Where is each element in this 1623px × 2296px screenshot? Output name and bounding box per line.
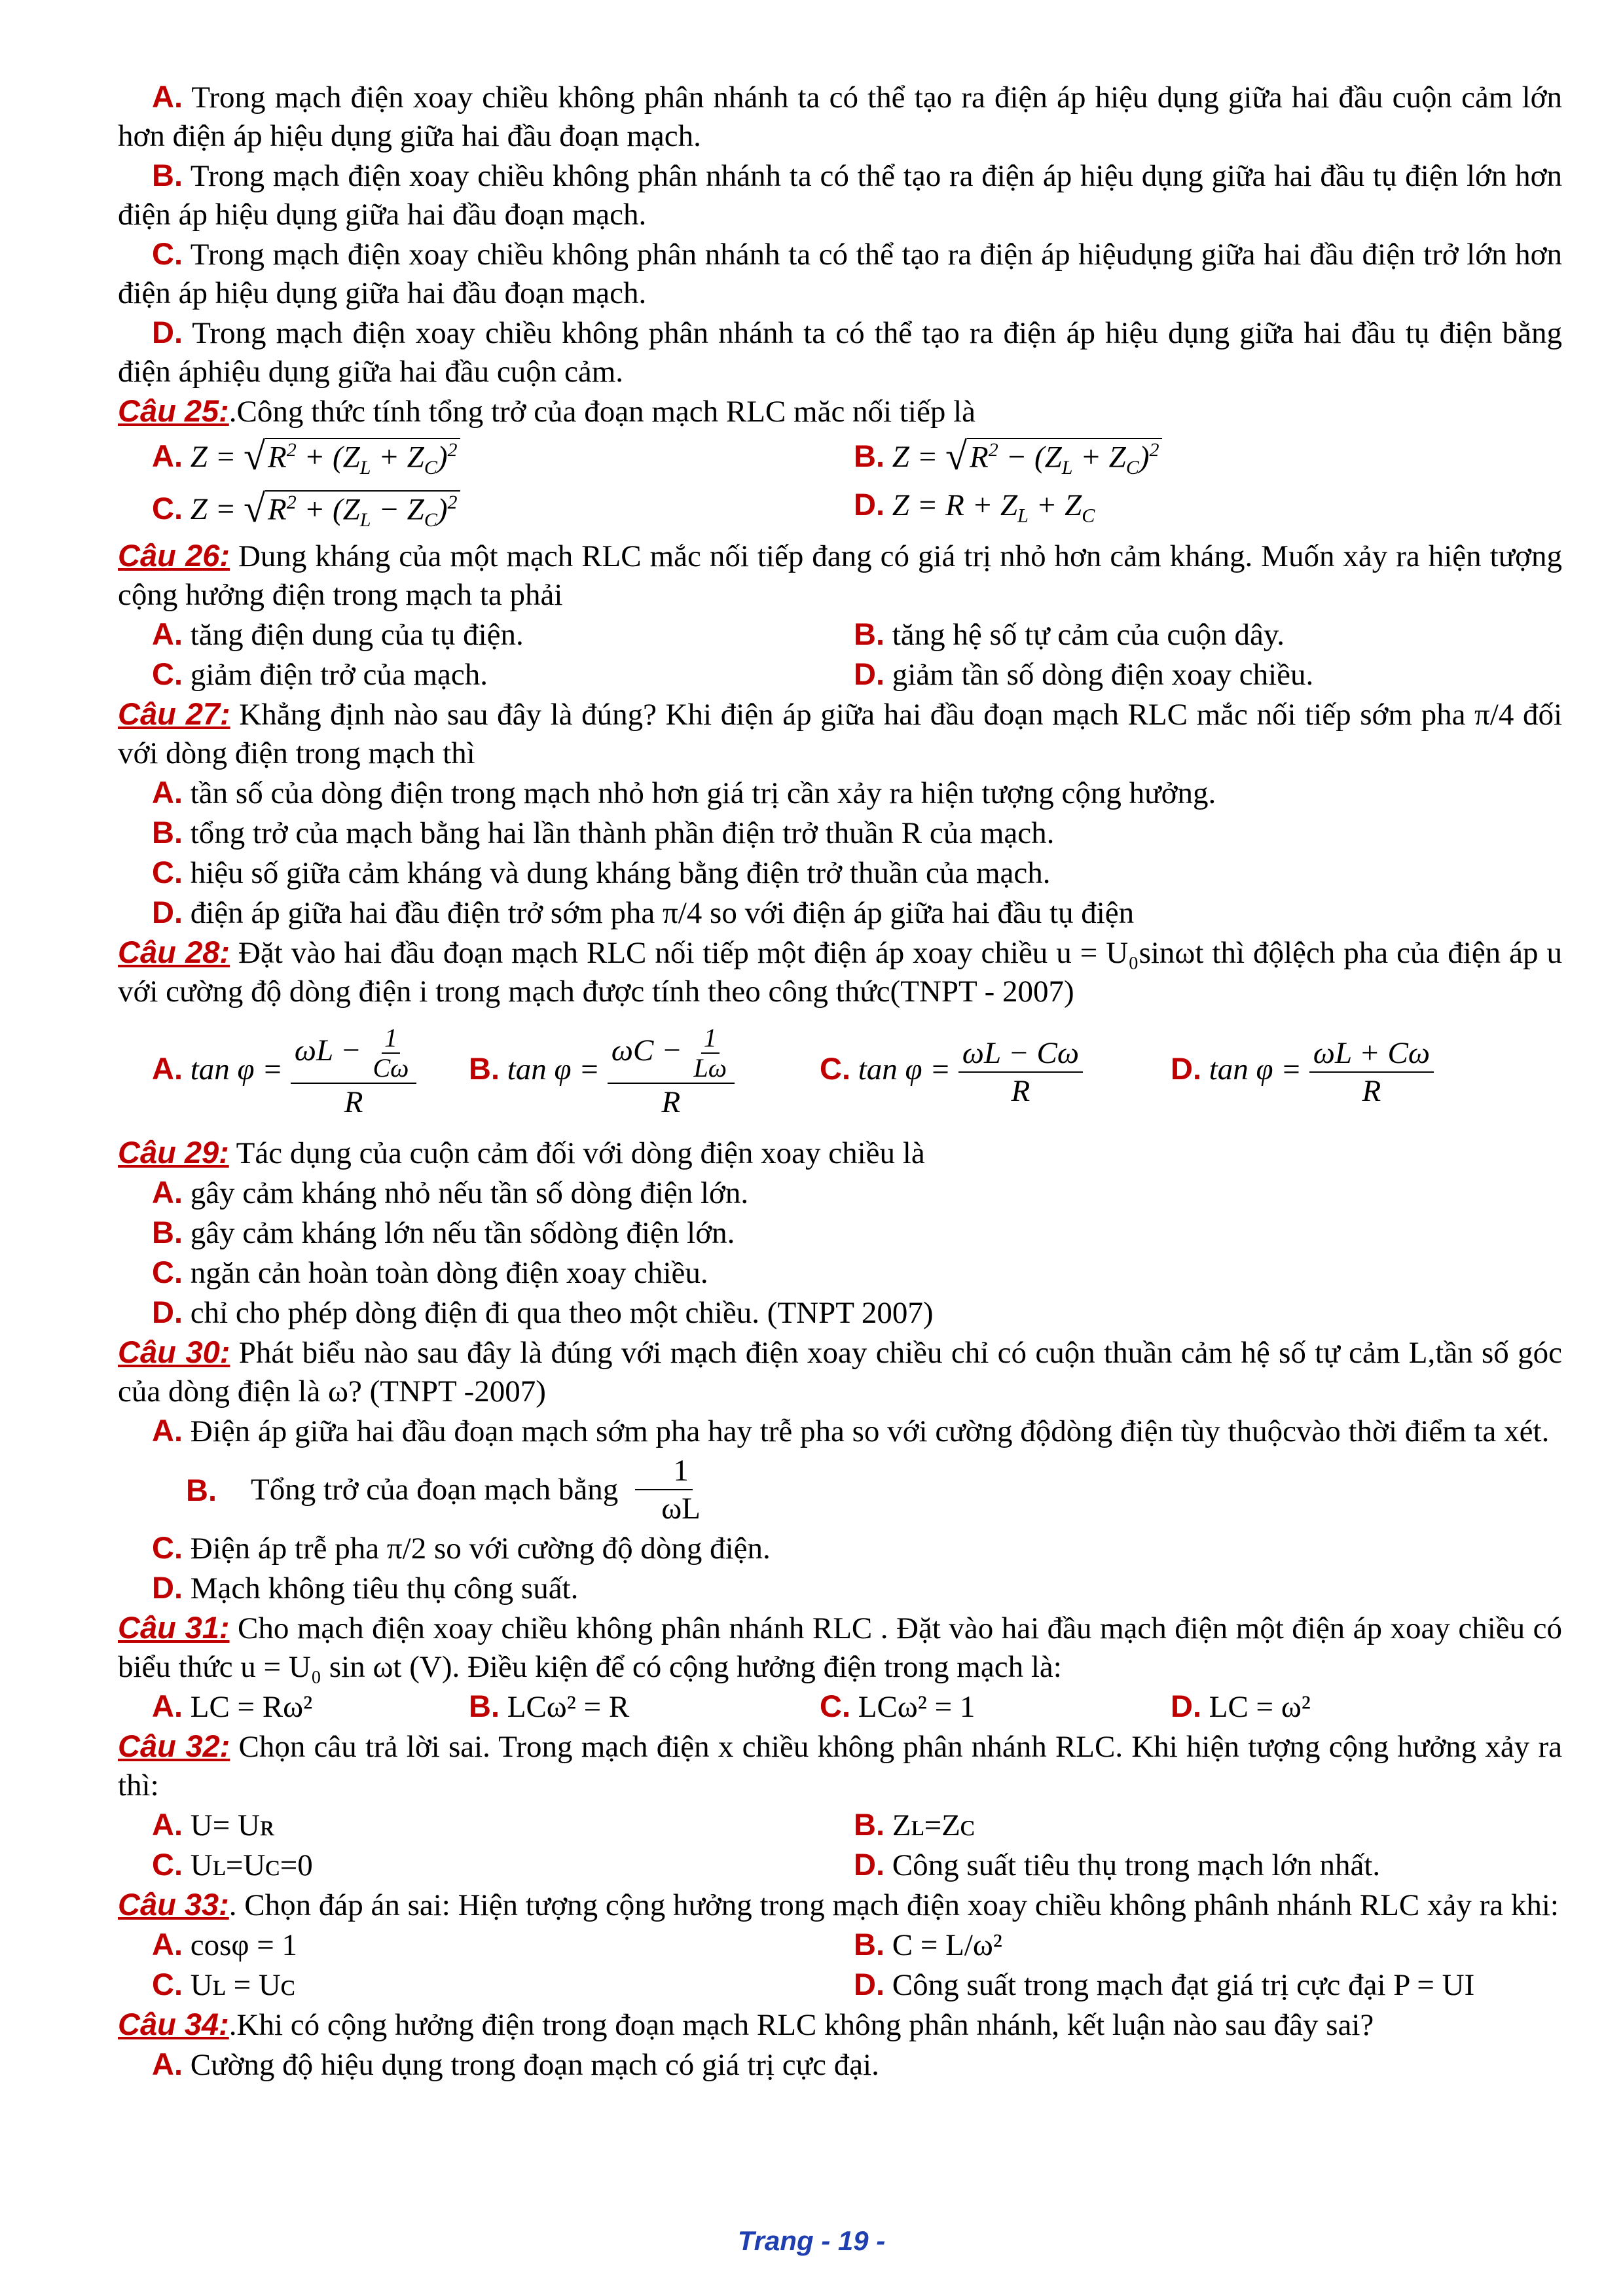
question-30: Câu 30: Phát biểu nào sau đây là đúng với mạch điện xoay chiều chỉ có cuộn thuần cảm hệ số tự cảm L,tần số góc của dòng điện là ω? (TNPT -2007) (118, 1335, 1562, 1408)
q29-option-b: B. gây cảm kháng lớn nếu tần sốdòng điện lớn. (152, 1215, 735, 1250)
q27-option-c: C. hiệu số giữa cảm kháng và dung kháng bằng điện trở thuần của mạch. (152, 855, 1051, 890)
page-footer: Trang - 19 - (737, 2225, 886, 2256)
q29-option-c: C. ngăn cản hoàn toàn dòng điện xoay chiều. (152, 1255, 708, 1290)
q29-option-a: A. gây cảm kháng nhỏ nếu tần số dòng điện lớn. (152, 1175, 749, 1210)
question-25: Câu 25:.Công thức tính tổng trở của đoạn mạch RLC măc nối tiếp là (118, 393, 976, 429)
q28-option-d: D. tan φ = $\frac{\omega L + C\omega}{R}$ (1171, 1035, 1522, 1109)
q31-option-b: B. LCω² = R (469, 1689, 630, 1724)
question-33: Câu 33:. Chọn đáp án sai: Hiện tượng cộng hưởng trong mạch điện xoay chiều không phânh nhánh RLC xảy ra khi: (118, 1887, 1559, 1922)
q27-option-d: D. điện áp giữa hai đầu điện trở sớm pha π/4 so với điện áp giữa hai đầu tụ điện (152, 895, 1135, 930)
q31-option-c: C. LCω² = 1 (820, 1689, 976, 1724)
q30-option-a: A. Điện áp giữa hai đầu đoạn mạch sớm pha hay trễ pha so với cường độdòng điện tùy thuộcvào thời điểm ta xét. (152, 1413, 1550, 1448)
question-34: Câu 34:.Khi có cộng hưởng điện trong đoạn mạch RLC không phân nhánh, kết luận nào sau đây sai? (118, 2007, 1374, 2042)
question-32: Câu 32: Chọn câu trả lời sai. Trong mạch điện x chiều không phân nhánh RLC. Khi hiện tượng cộng hưởng xảy ra thì: (118, 1729, 1562, 1803)
question-31: Câu 31: Cho mạch điện xoay chiều không phân nhánh RLC . Đặt vào hai đầu mạch điện một điện áp xoay chiều có biểu thức u = U₀ sin ωt (V). Điều kiện để có cộng hưởng điện trong mạch là: (118, 1610, 1563, 1684)
q33-option-d: D. Công suất trong mạch đạt giá trị cực đại P = UI (854, 1967, 1475, 2002)
q30-option-d: D. Mạch không tiêu thụ công suất. (152, 1570, 579, 1605)
intro-option-d: D. Trong mạch điện xoay chiều không phân nhánh ta có thể tạo ra điện áp hiệu dụng giữa hai đầu tụ điện bằng điện áphiệu dụng giữa hai đầu cuộn cảm. (118, 315, 1562, 389)
q25-row-1 (118, 431, 1562, 484)
q25-option-c: C. $Z = √R^2 + (Z_L - Z_C)^2$ (118, 489, 820, 530)
question-28: Câu 28: Đặt vào hai đầu đoạn mạch RLC nối tiếp một điện áp xoay chiều u = U₀sinωt thì độlệch pha của điện áp u với cường độ dòng điện i trong mạch được tính theo công thức(TNPT - 2007) (118, 935, 1563, 1009)
question-26: Câu 26: Dung kháng của một mạch RLC mắc nối tiếp đang có giá trị nhỏ hơn cảm kháng. Muốn xảy ra hiện tượng cộng hưởng điện trong mạch ta phải (118, 538, 1563, 612)
q33-row-1 (118, 1925, 1562, 1965)
document-page (118, 77, 1562, 2085)
q32-row-1 (118, 1805, 1562, 1845)
q32-option-a: A. U= Uʀ (152, 1807, 275, 1842)
q28-option-b: B. tan φ = ωC − $\frac{1}{L\omega}$ R (469, 1024, 820, 1121)
q33-option-c: C. Uʟ = Uᴄ (152, 1967, 296, 2002)
q32-option-b: B. Zʟ=Zᴄ (854, 1807, 976, 1842)
q26-option-a: A. tăng điện dung của tụ điện. (152, 617, 524, 652)
q33-option-b: B. C = L/ω² (854, 1927, 1002, 1962)
intro-option-a: A. Trong mạch điện xoay chiều không phân nhánh ta có thể tạo ra điện áp hiệu dụng giữa hai đầu cuộn cảm lớn hơn điện áp hiệu dụng giữa hai đầu đoạn mạch. (118, 79, 1562, 153)
intro-option-b: B. Trong mạch điện xoay chiều không phân nhánh ta có thể tạo ra điện áp hiệu dụng giữa hai đầu tụ điện lớn hơn điện áp hiệu dụng giữa hai đầu đoạn mạch. (118, 158, 1562, 232)
intro-option-c: C. Trong mạch điện xoay chiều không phân nhánh ta có thể tạo ra điện áp hiệudụng giữa hai đầu điện trở lớn hơn điện áp hiệu dụng giữa hai đầu đoạn mạch. (118, 236, 1562, 310)
q28-option-a: A. tan φ = ωL − $\frac{1}{C\omega}$ R (118, 1024, 469, 1121)
q26-option-c: C. giảm điện trở của mạch. (152, 656, 488, 692)
q26-option-d: D. giảm tần số dòng điện xoay chiều. (854, 656, 1314, 692)
q25-option-b: B. $Z = √R^2 - (Z_L + Z_C)^2$ (820, 437, 1522, 478)
q27-option-a: A. tần số của dòng điện trong mạch nhỏ hơn giá trị cần xảy ra hiện tượng cộng hưởng. (152, 775, 1216, 810)
q33-option-a: A. cosφ = 1 (152, 1927, 298, 1962)
q32-option-c: C. Uʟ=Uᴄ=0 (152, 1847, 313, 1882)
q25-row-2 (118, 484, 1562, 536)
q26-option-b: B. tăng hệ số tự cảm của cuộn dây. (854, 617, 1285, 652)
q25-option-d: D. $Z = R + Z_L + Z_C$ (854, 486, 1095, 527)
q30-option-b: B. Tổng trở của đoạn mạch bằng $\frac{1}{\omega L}$ (186, 1454, 701, 1526)
q31-option-a: A. LC = Rω² (152, 1689, 313, 1724)
question-29: Câu 29: Tác dụng của cuộn cảm đối với dòng điện xoay chiều là (118, 1135, 925, 1170)
q31-option-d: D. LC = ω² (1171, 1689, 1311, 1724)
q32-row-2 (118, 1845, 1562, 1885)
q33-row-2 (118, 1965, 1562, 2005)
q34-option-a: A. Cường độ hiệu dụng trong đoạn mạch có giá trị cực đại. (152, 2047, 879, 2082)
q28-options (118, 1011, 1562, 1133)
q29-option-d: D. chỉ cho phép dòng điện đi qua theo một chiều. (TNPT 2007) (152, 1295, 934, 1330)
q32-option-d: D. Công suất tiêu thụ trong mạch lớn nhất. (854, 1847, 1381, 1882)
q27-option-b: B. tổng trở của mạch bằng hai lần thành phần điện trở thuần R của mạch. (152, 815, 1055, 850)
q26-row-2 (118, 655, 1562, 694)
question-27: Câu 27: Khẳng định nào sau đây là đúng? Khi điện áp giữa hai đầu đoạn mạch RLC mắc nối tiếp sớm pha π/4 đối với dòng điện trong mạch thì (118, 696, 1562, 770)
q26-row-1 (118, 615, 1562, 655)
q30-option-c: C. Điện áp trễ pha π/2 so với cường độ dòng điện. (152, 1530, 771, 1566)
q31-options (118, 1687, 1562, 1727)
q25-option-a: A. $Z = √R^2 + (Z_L + Z_C)^2$ (118, 437, 820, 478)
q28-option-c: C. tan φ = $\frac{\omega L - C\omega}{R}$ (820, 1035, 1171, 1109)
